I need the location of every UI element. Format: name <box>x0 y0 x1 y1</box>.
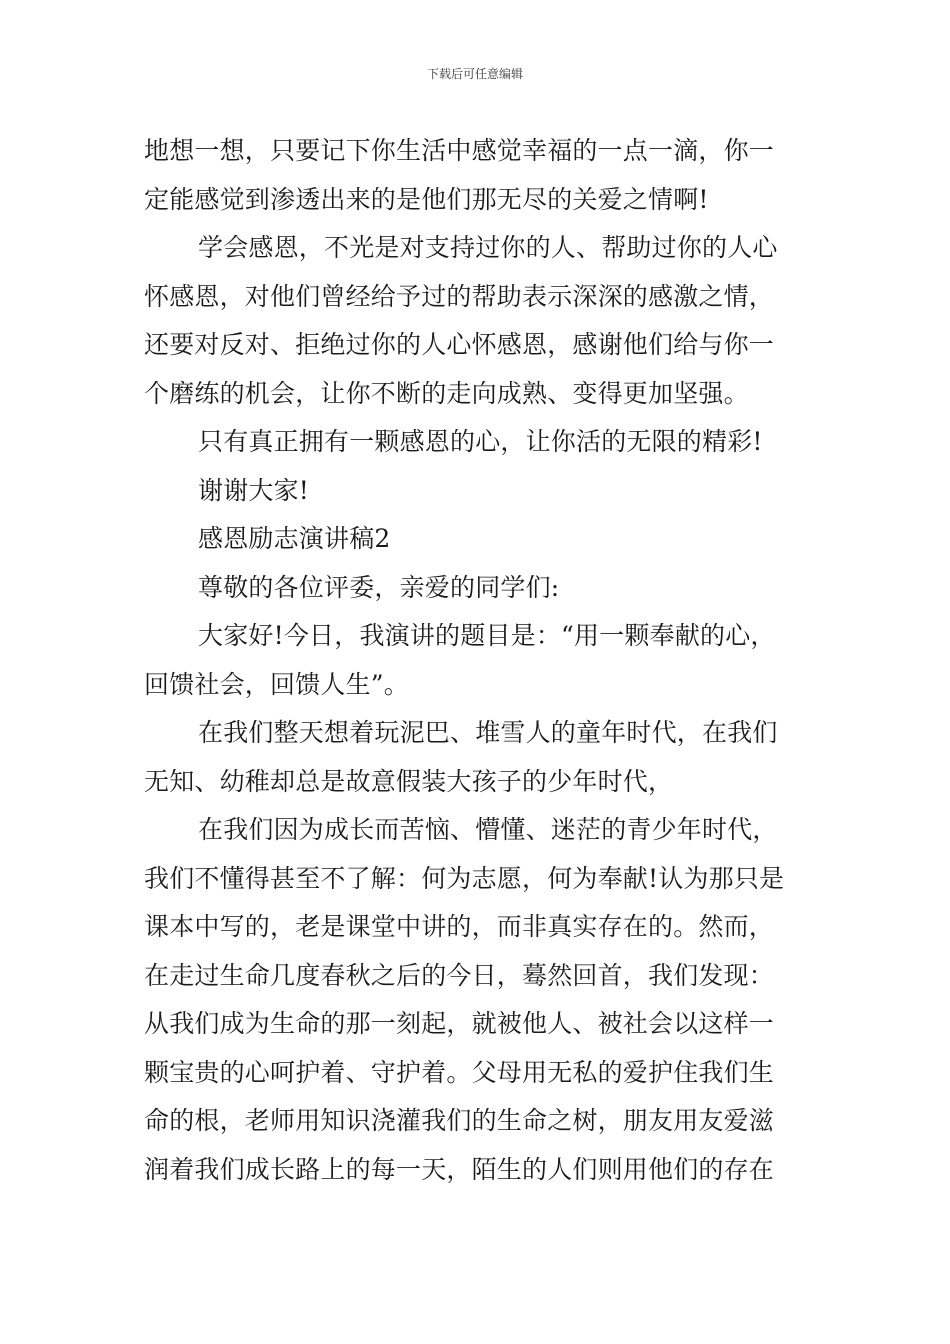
text-line: 个磨练的机会，让你不断的走向成熟、变得更加坚强。 <box>144 378 749 408</box>
text-line: 还要对反对、拒绝过你的人心怀感恩，感谢他们给与你一 <box>144 330 775 359</box>
text-line: 尊敬的各位评委，亲爱的同学们: <box>198 572 560 602</box>
text-line: 学会感恩，不光是对支持过你的人、帮助过你的人心 <box>198 233 778 262</box>
text-line: 在我们因为成长而苦恼、懵懂、迷茫的青少年时代， <box>198 815 778 844</box>
text-line: 大家好!今日，我演讲的题目是：“用一颗奉献的心， <box>198 621 776 650</box>
text-line: 在我们整天想着玩泥巴、堆雪人的童年时代，在我们 <box>198 718 778 747</box>
text-line: 颗宝贵的心呵护着、守护着。父母用无私的爱护住我们生 <box>144 1057 775 1087</box>
text-line: 课本中写的，老是课堂中讲的，而非真实存在的。然而， <box>144 912 775 941</box>
text-line: 谢谢大家! <box>198 475 310 505</box>
text-line: 定能感觉到渗透出来的是他们那无尽的关爱之情啊! <box>144 184 709 214</box>
text-line: 怀感恩，对他们曾经给予过的帮助表示深深的感激之情， <box>144 281 775 311</box>
text-line: 只有真正拥有一颗感恩的心，让你活的无限的精彩! <box>198 427 763 456</box>
text-line: 地想一想，只要记下你生活中感觉幸福的一点一滴，你一 <box>144 136 775 165</box>
text-line: 无知、幼稚却总是故意假装大孩子的少年时代， <box>144 766 674 796</box>
page-header-note: 下载后可任意编辑 <box>426 67 523 81</box>
text-line: 命的根，老师用知识浇灌我们的生命之树，朋友用友爱滋 <box>144 1106 775 1135</box>
document-body <box>144 127 814 1194</box>
section-title: 感恩励志演讲稿2 <box>198 524 391 553</box>
text-line: 在走过生命几度春秋之后的今日，蓦然回首，我们发现： <box>144 960 775 990</box>
text-line: 从我们成为生命的那一刻起，就被他人、被社会以这样一 <box>144 1009 775 1038</box>
text-line: 我们不懂得甚至不了解：何为志愿，何为奉献!认为那只是 <box>144 863 785 893</box>
text-line: 回馈社会，回馈人生”。 <box>144 669 409 699</box>
text-line: 润着我们成长路上的每一天，陌生的人们则用他们的存在 <box>144 1154 775 1184</box>
